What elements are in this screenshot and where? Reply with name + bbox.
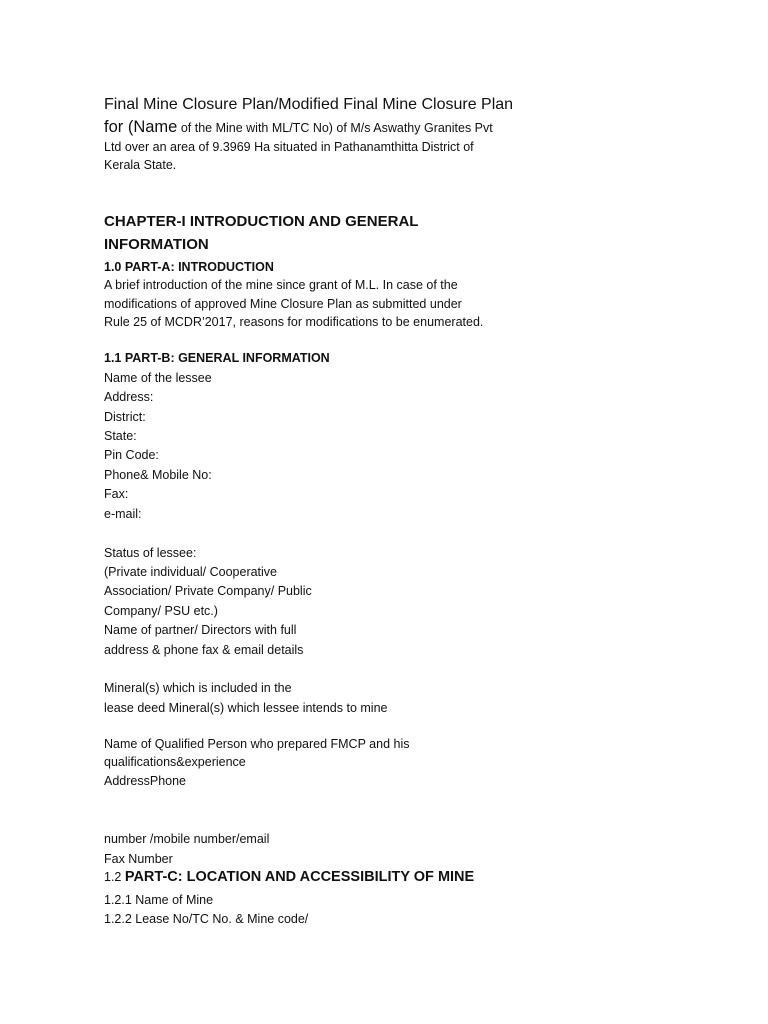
part-a-text-line: Rule 25 of MCDR’2017, reasons for modifications to be enumerated.: [104, 315, 484, 329]
title-line-3: Ltd over an area of 9.3969 Ha situated in Pathanamthitta District of: [104, 140, 474, 154]
part-a-text-line: A brief introduction of the mine since grant of M.L. In case of the: [104, 278, 458, 292]
part-c-number: 1.2: [104, 870, 125, 884]
contact-line: number /mobile number/email: [104, 832, 270, 846]
field-name-of-lessee: Name of the lessee: [104, 371, 212, 385]
field-state: State:: [104, 429, 137, 443]
part-c-heading: [104, 869, 474, 885]
field-fax: Fax:: [104, 487, 129, 501]
part-c-title: PART-C: LOCATION AND ACCESSIBILITY OF MINE: [124, 869, 475, 885]
title-name-prefix: for (Name: [104, 118, 178, 136]
status-line: address & phone fax & email details: [104, 643, 304, 657]
chapter-heading-line-1: CHAPTER-I INTRODUCTION AND GENERAL: [104, 213, 419, 230]
part-c-item: 1.2.1 Name of Mine: [104, 893, 214, 907]
chapter-heading-line-2: INFORMATION: [104, 236, 209, 253]
field-phone: Phone& Mobile No:: [104, 468, 212, 482]
status-line: Company/ PSU etc.): [104, 604, 218, 618]
status-line: (Private individual/ Cooperative: [104, 565, 278, 579]
contact-line: Fax Number: [104, 852, 173, 866]
status-line: Name of partner/ Directors with full: [104, 623, 297, 637]
field-address: Address:: [104, 390, 154, 404]
mineral-line: lease deed Mineral(s) which lessee intends to mine: [104, 701, 388, 715]
part-c-item: 1.2.2 Lease No/TC No. & Mine code/: [104, 912, 309, 926]
field-email: e-mail:: [104, 507, 142, 521]
qualified-person-line: Name of Qualified Person who prepared FMCP and his: [104, 737, 410, 751]
status-line: Association/ Private Company/ Public: [104, 584, 312, 598]
title-line-4: Kerala State.: [104, 158, 177, 172]
document-title: Final Mine Closure Plan/Modified Final Mine Closure Plan: [104, 96, 514, 113]
part-a-text-line: modifications of approved Mine Closure Plan as submitted under: [104, 297, 462, 311]
qualified-person-line: qualifications&experience: [104, 755, 246, 769]
part-b-heading: 1.1 PART-B: GENERAL INFORMATION: [104, 351, 330, 365]
status-line: Status of lessee:: [104, 546, 197, 560]
title-line-2-rest: of the Mine with ML/TC No) of M/s Aswathy Granites Pvt: [177, 121, 493, 135]
part-a-heading: 1.0 PART-A: INTRODUCTION: [104, 260, 274, 274]
title-line-2: [104, 119, 493, 136]
qualified-person-line: AddressPhone: [104, 774, 187, 788]
field-pin-code: Pin Code:: [104, 448, 159, 462]
field-district: District:: [104, 410, 146, 424]
mineral-line: Mineral(s) which is included in the: [104, 681, 292, 695]
